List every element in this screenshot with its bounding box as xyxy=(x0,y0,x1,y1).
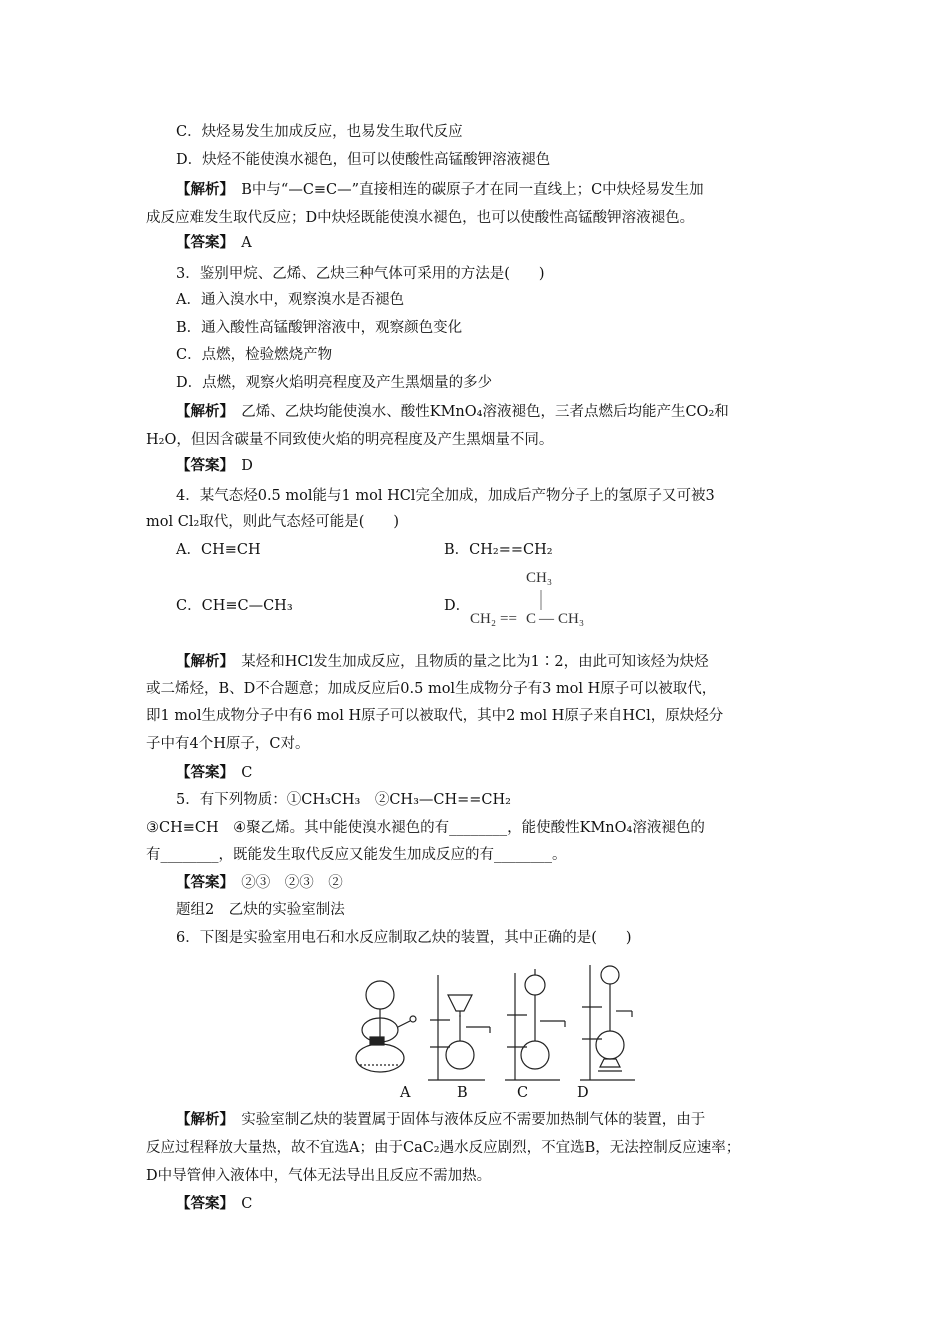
analysis-text: 实验室制乙炔的装置属于固体与液体反应不需要加热制气体的装置，由于 xyxy=(226,1112,706,1128)
question-5-cont1: ③CH≡CH ④聚乙烯。其中能使溴水褪色的有________，能使酸性KMnO₄溶液褪色的 xyxy=(146,820,705,836)
single-bond: — xyxy=(539,611,554,627)
option-b-q3: B．通入酸性高锰酸钾溶液中，观察颜色变化 xyxy=(176,320,463,336)
answer-tag: 【答案】 xyxy=(176,457,227,474)
option-a-q4: A．CH≡CH xyxy=(176,542,261,558)
option-b-q4: B．CH₂==CH₂ xyxy=(444,542,553,558)
question-6: 6．下图是实验室用电石和水反应制取乙炔的装置，其中正确的是( ) xyxy=(176,930,632,946)
analysis-tag: 【解析】 xyxy=(176,1111,227,1128)
option-d-q4: D． xyxy=(444,598,471,614)
answer-q5 xyxy=(176,873,343,893)
analysis-q6-cont1: 反应过程释放大量热，故不宜选A；由于CaC₂遇水反应剧烈，不宜选B，无法控制反应速率； xyxy=(146,1140,741,1156)
answer-q6 xyxy=(176,1194,252,1214)
analysis-q2-cont: 成反应难发生取代反应；D中炔烃既能使溴水褪色，也可以使酸性高锰酸钾溶液褪色。 xyxy=(146,210,695,226)
central-carbon: C xyxy=(526,611,537,627)
question-5: 5．有下列物质：①CH₃CH₃ ②CH₃—CH==CH₂ xyxy=(176,792,511,808)
label-b: B xyxy=(457,1085,468,1101)
option-c-q2: C．炔烃易发生加成反应，也易发生取代反应 xyxy=(176,124,463,140)
label-d: D xyxy=(577,1085,589,1101)
answer-tag: 【答案】 xyxy=(176,234,227,251)
analysis-tag: 【解析】 xyxy=(176,403,227,420)
apparatus-figure xyxy=(350,955,650,1105)
answer-text: D xyxy=(226,458,253,474)
label-c: C xyxy=(517,1085,529,1101)
analysis-q2 xyxy=(176,180,704,200)
analysis-tag: 【解析】 xyxy=(176,653,227,670)
analysis-tag: 【解析】 xyxy=(176,181,227,198)
apparatus-c xyxy=(505,969,565,1080)
analysis-text: 乙烯、乙炔均能使溴水、酸性KMnO₄溶液褪色，三者点燃后均能产生CO₂和 xyxy=(226,404,729,420)
answer-text: ②③ ②③ ② xyxy=(226,875,343,891)
question-4: 4．某气态烃0.5 mol能与1 mol HCl完全加成，加成后产物分子上的氢原子又可被3 xyxy=(176,488,715,504)
answer-tag: 【答案】 xyxy=(176,874,227,891)
question-4-cont: mol Cl₂取代，则此气态烃可能是( ) xyxy=(146,514,400,530)
analysis-q6 xyxy=(176,1110,705,1130)
apparatus-b xyxy=(428,975,490,1080)
answer-text: C xyxy=(226,765,253,781)
apparatus-d xyxy=(580,965,635,1080)
analysis-q4-cont3: 子中有4个H原子，C对。 xyxy=(146,736,310,752)
methyl-top: CH₃ xyxy=(526,570,553,586)
answer-tag: 【答案】 xyxy=(176,1195,227,1212)
analysis-q6-cont2: D中导管伸入液体中，气体无法导出且反应不需加热。 xyxy=(146,1168,492,1184)
answer-q2 xyxy=(176,233,252,253)
answer-tag: 【答案】 xyxy=(176,764,227,781)
analysis-q3-cont: H₂O，但因含碳量不同致使火焰的明亮程度及产生黑烟量不同。 xyxy=(146,432,554,448)
option-d-q3: D．点燃，观察火焰明亮程度及产生黑烟量的多少 xyxy=(176,375,493,391)
option-a-q3: A．通入溴水中，观察溴水是否褪色 xyxy=(176,292,404,308)
answer-text: C xyxy=(226,1196,253,1212)
analysis-text: 某烃和HCl发生加成反应，且物质的量之比为1∶2，由此可知该烃为炔烃 xyxy=(226,654,709,670)
option-d-q2: D．炔烃不能使溴水褪色，但可以使酸性高锰酸钾溶液褪色 xyxy=(176,152,551,168)
option-c-q4: C．CH≡C—CH₃ xyxy=(176,598,293,614)
analysis-q4 xyxy=(176,652,709,672)
ch3-right: CH₃ xyxy=(558,611,585,627)
analysis-q4-cont2: 即1 mol生成物分子中有6 mol H原子可以被取代，其中2 mol H原子来自HCl，原炔烃分 xyxy=(146,708,724,724)
apparatus-a xyxy=(356,981,416,1072)
label-a: A xyxy=(400,1085,411,1101)
double-bond: == xyxy=(500,611,517,627)
ch2-left: CH₂ xyxy=(470,611,497,627)
option-c-q3: C．点燃，检验燃烧产物 xyxy=(176,347,333,363)
analysis-q3 xyxy=(176,402,729,422)
section-title: 题组2 乙炔的实验室制法 xyxy=(176,902,345,918)
vertical-bond xyxy=(536,590,546,610)
answer-q3 xyxy=(176,456,253,476)
analysis-q4-cont1: 或二烯烃，B、D不合题意；加成反应后0.5 mol生成物分子有3 mol H原子可以被取代， xyxy=(146,681,717,697)
answer-text: A xyxy=(226,235,252,251)
analysis-text: B中与“—C≡C—”直接相连的碳原子才在同一直线上；C中炔烃易发生加 xyxy=(226,182,704,198)
answer-q4 xyxy=(176,763,252,783)
question-3: 3．鉴别甲烷、乙烯、乙炔三种气体可采用的方法是( ) xyxy=(176,266,545,282)
question-5-cont2: 有________，既能发生取代反应又能发生加成反应的有________。 xyxy=(146,847,567,863)
